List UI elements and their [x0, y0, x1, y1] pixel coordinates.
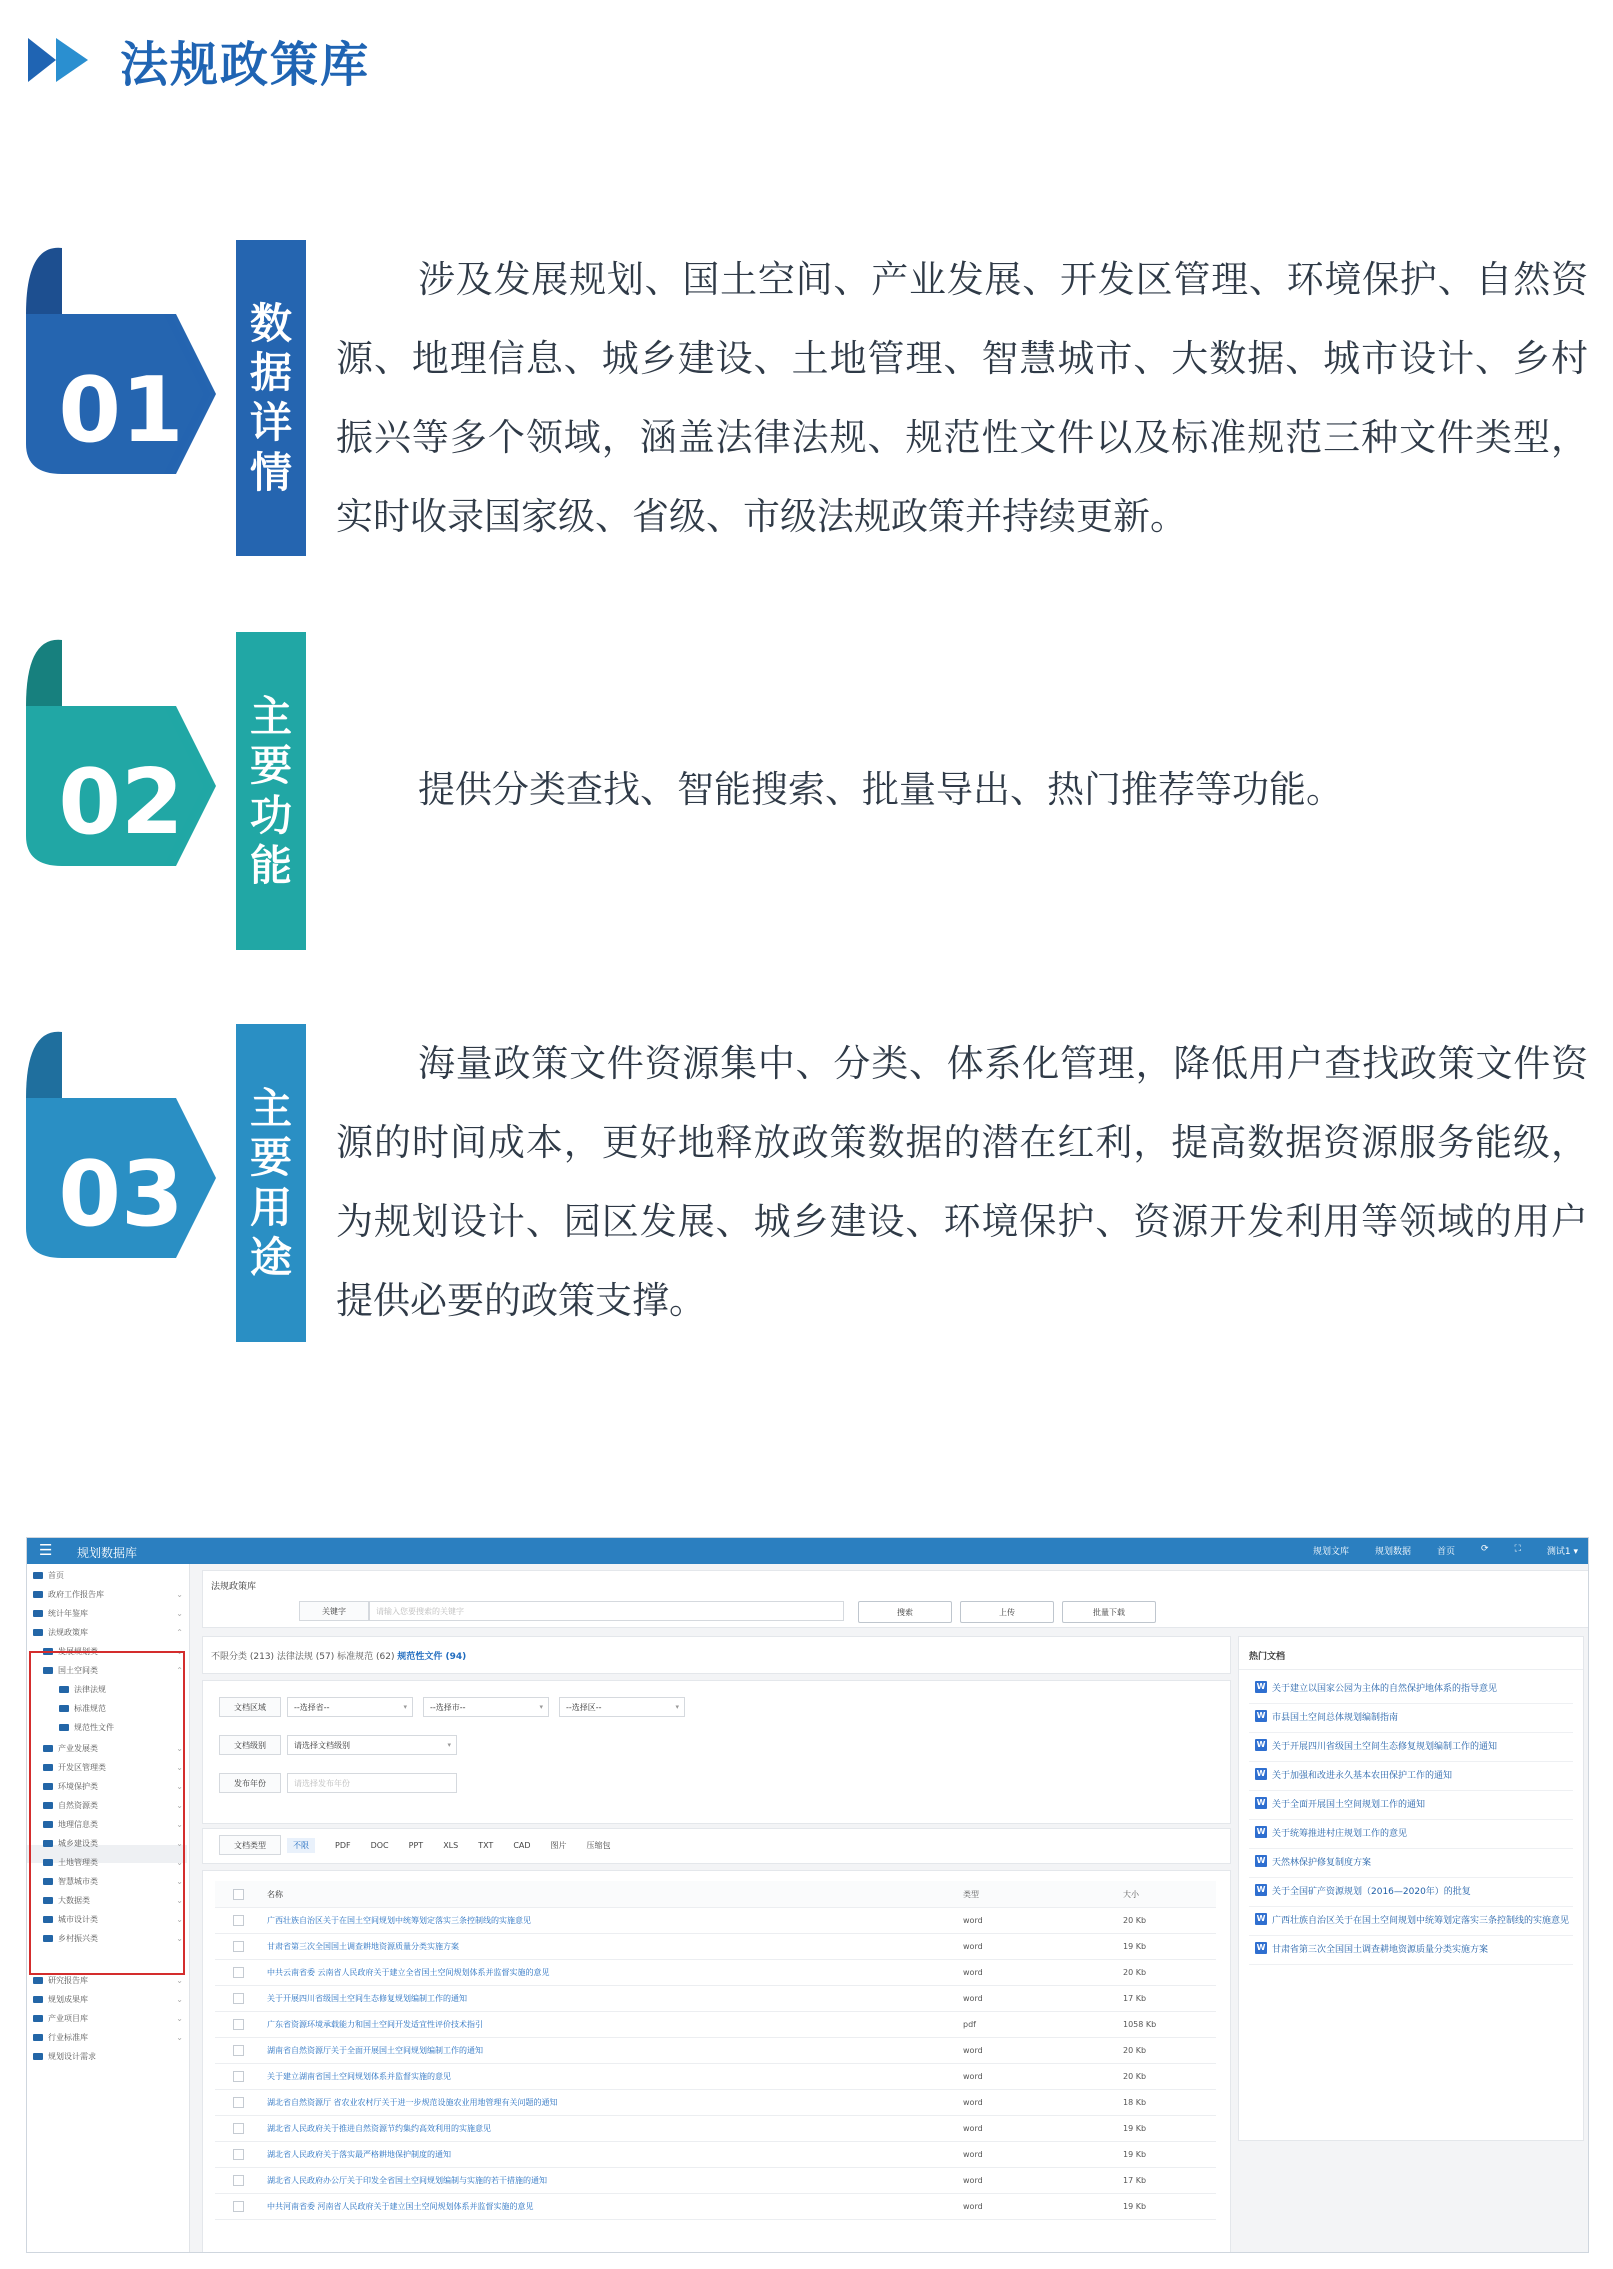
file-type: word [963, 2175, 983, 2185]
hot-item[interactable]: W 关于开展四川省级国土空间生态修复规划编制工作的通知 [1256, 1740, 1498, 1752]
folder-icon [33, 2053, 43, 2060]
file-type: word [963, 1941, 983, 1951]
district-select[interactable]: --选择区-- ▾ [559, 1697, 685, 1717]
folder-icon [33, 1629, 43, 1636]
hot-item[interactable]: W 广西壮族自治区关于在国土空间规划中统筹划定落实三条控制线的实施意见 [1256, 1914, 1570, 1926]
sidebar-item[interactable]: 城乡建设类 ⌄ [43, 1835, 173, 1851]
chevron-down-icon: ⌄ [176, 1933, 183, 1943]
header-size: 大小 [1123, 1889, 1139, 1899]
file-name-link[interactable]: 广西壮族自治区关于在国土空间规划中统筹划定落实三条控制线的实施意见 [267, 1915, 531, 1925]
sidebar-item[interactable]: 产业发展类 ⌄ [43, 1740, 173, 1756]
word-doc-icon: W [1256, 1682, 1266, 1691]
folder-icon [33, 2015, 43, 2022]
app-name: 规划数据库 [77, 1546, 138, 1560]
table-header [215, 1881, 1216, 1908]
hot-item[interactable]: W 天然林保护修复制度方案 [1256, 1856, 1372, 1868]
divider [1249, 1819, 1573, 1820]
row-checkbox[interactable] [233, 2123, 244, 2134]
sidebar [27, 1564, 190, 2252]
search-input[interactable]: 请输入您要搜索的关键字 [369, 1601, 844, 1621]
divider [1249, 1848, 1573, 1849]
sidebar-item[interactable]: 标准规范 [59, 1700, 106, 1716]
sidebar-item[interactable]: 开发区管理类 ⌄ [43, 1759, 173, 1775]
type-option[interactable]: CAD [513, 1840, 531, 1850]
sidebar-item[interactable]: 政府工作报告库 ⌄ [33, 1586, 173, 1602]
file-type: word [963, 2201, 983, 2211]
fullscreen-icon[interactable]: ⛶ [1514, 1544, 1521, 1554]
hot-item[interactable]: W 甘肃省第三次全国国土调查耕地资源质量分类实施方案 [1256, 1943, 1489, 1955]
type-option-all[interactable]: 不限 [287, 1838, 315, 1853]
hot-item[interactable]: W 关于全国矿产资源规划（2016—2020年）的批复 [1256, 1885, 1471, 1897]
sidebar-item[interactable]: 行业标准库 ⌄ [33, 2029, 173, 2045]
section-03 [0, 1024, 1613, 1344]
chevron-down-icon: ⌄ [176, 1857, 183, 1867]
sidebar-item[interactable]: 研究报告库 ⌄ [33, 1972, 173, 1988]
chevron-down-icon: ⌄ [176, 1895, 183, 1905]
nav-data[interactable]: 规划数据 [1375, 1547, 1412, 1557]
row-checkbox[interactable] [233, 2019, 244, 2030]
word-doc-icon: W [1256, 1711, 1266, 1720]
table-row[interactable] [215, 1907, 1216, 1934]
sidebar-item[interactable]: 智慧城市类 ⌄ [43, 1873, 173, 1889]
hot-item[interactable]: W 市县国土空间总体规划编制指南 [1256, 1711, 1399, 1723]
file-name-link[interactable]: 湖北省人民政府办公厅关于印发全省国土空间规划编制与实施的若干措施的通知 [267, 2175, 547, 2185]
file-size: 1058 Kb [1123, 2019, 1157, 2029]
app-topbar [27, 1538, 1588, 1564]
row-checkbox[interactable] [233, 1967, 244, 1978]
type-options [287, 1835, 611, 1855]
divider [1249, 1703, 1573, 1704]
table-row[interactable] [215, 2141, 1216, 2168]
chevron-down-icon: ▾ [447, 1741, 451, 1749]
sidebar-item[interactable]: 统计年鉴库 ⌄ [33, 1605, 173, 1621]
file-size: 20 Kb [1123, 2071, 1147, 2081]
section-number: 01 [58, 357, 184, 463]
chevron-down-icon: ⌄ [176, 1994, 183, 2004]
table-row[interactable] [215, 1985, 1216, 2012]
section-text: 海量政策文件资源集中、分类、体系化管理，降低用户查找政策文件资源的时间成本，更好地释放政策数据的潜在红利，提高数据资源服务能级，为规划设计、园区发展、城乡建设、环境保护、资源开发利用等领域的用户提供必要的政策支撑。 [336, 1042, 1588, 1322]
file-name-link[interactable]: 广东省资源环境承载能力和国土空间开发适宜性评价技术指引 [267, 2019, 483, 2029]
file-size: 19 Kb [1123, 2123, 1147, 2133]
folder-icon [33, 1977, 43, 1984]
file-type: word [963, 1915, 983, 1925]
sidebar-item[interactable]: 土地管理类 ⌄ [43, 1854, 173, 1870]
sidebar-item[interactable]: 发展规划类 ⌄ [43, 1643, 173, 1659]
chevron-down-icon: ⌄ [176, 1781, 183, 1791]
chevron-up-icon: ⌃ [176, 1627, 183, 1637]
file-size: 19 Kb [1123, 2201, 1147, 2211]
table-row[interactable] [215, 2115, 1216, 2142]
play-arrows-icon [28, 30, 108, 90]
hot-panel [1238, 1636, 1584, 2141]
number-badge [26, 1028, 216, 1292]
row-checkbox[interactable] [233, 2045, 244, 2056]
row-checkbox[interactable] [233, 1915, 244, 1926]
number-badge [26, 636, 216, 900]
word-doc-icon: W [1256, 1827, 1266, 1836]
chevron-down-icon: ⌄ [176, 1914, 183, 1924]
region-label: 文档区域 [219, 1697, 281, 1717]
section-number: 03 [58, 1141, 184, 1247]
table-row[interactable] [215, 2089, 1216, 2116]
file-type: word [963, 2071, 983, 2081]
top-nav [1313, 1544, 1578, 1557]
file-size: 20 Kb [1123, 2045, 1147, 2055]
sidebar-item[interactable]: 产业项目库 ⌄ [33, 2010, 173, 2026]
divider [1249, 1964, 1573, 1965]
table-row[interactable] [215, 1959, 1216, 1986]
type-option[interactable]: PDF [335, 1840, 351, 1850]
file-type: pdf [963, 2019, 976, 2029]
section-label: 主 要 功 能 [236, 632, 306, 950]
nav-library[interactable]: 规划文库 [1312, 1547, 1349, 1557]
row-checkbox[interactable] [233, 2071, 244, 2082]
file-type: word [963, 2097, 983, 2107]
upload-button[interactable]: 上传 [960, 1601, 1054, 1623]
sidebar-item[interactable]: 规划设计需求 [33, 2048, 173, 2064]
file-size: 19 Kb [1123, 1941, 1147, 1951]
file-name-link[interactable]: 湖北省人民政府关于落实最严格耕地保护制度的通知 [267, 2149, 451, 2159]
divider [1249, 1790, 1573, 1791]
folder-icon [33, 1591, 43, 1598]
file-name-link[interactable]: 湖北省人民政府关于推进自然资源节约集约高效利用的实施意见 [267, 2123, 491, 2133]
chevron-down-icon: ⌄ [176, 2013, 183, 2023]
sidebar-item[interactable]: 法律法规 [59, 1681, 106, 1697]
file-name-link[interactable]: 湖南省自然资源厅关于全面开展国土空间规划编制工作的通知 [267, 2045, 483, 2055]
type-option[interactable]: DOC [370, 1840, 389, 1850]
number-badge [26, 244, 216, 508]
word-doc-icon: W [1256, 1914, 1266, 1923]
file-name-link[interactable]: 湖北省自然资源厅 省农业农村厅关于进一步规范设施农业用地管理有关问题的通知 [267, 2097, 558, 2107]
table-row[interactable] [215, 2193, 1216, 2220]
results-table [202, 1870, 1231, 2253]
file-type: word [963, 1993, 983, 2003]
sidebar-item[interactable]: 规划成果库 ⌄ [33, 1991, 173, 2007]
row-checkbox[interactable] [233, 2201, 244, 2212]
section-text: 涉及发展规划、国土空间、产业发展、开发区管理、环境保护、自然资源、地理信息、城乡建设、土地管理、智慧城市、大数据、城市设计、乡村振兴等多个领域，涵盖法律法规、规范性文件以及标准规范三种文件类型，实时收录国家级、省级、市级法规政策并持续更新。 [336, 258, 1588, 538]
page-header [28, 24, 370, 96]
table-row[interactable] [215, 2037, 1216, 2064]
sidebar-item[interactable]: 法规政策库 ⌃ [33, 1624, 173, 1640]
sidebar-item[interactable]: 大数据类 ⌄ [43, 1892, 173, 1908]
breadcrumb: 法规政策库 [211, 1582, 257, 1592]
divider [1239, 1669, 1583, 1670]
level-label: 文档级别 [219, 1735, 281, 1755]
filter-panel [202, 1680, 1231, 1824]
refresh-icon[interactable]: ⟳ [1481, 1544, 1489, 1554]
type-option[interactable]: TXT [478, 1840, 494, 1850]
file-type: word [963, 2149, 983, 2159]
row-checkbox[interactable] [233, 2097, 244, 2108]
year-input[interactable]: 请选择发布年份 [287, 1773, 457, 1793]
sidebar-item[interactable]: 乡村振兴类 ⌄ [43, 1930, 173, 1946]
section-text: 提供分类查找、智能搜索、批量导出、热门推荐等功能。 [418, 768, 1343, 811]
chevron-up-icon: ⌃ [176, 1665, 183, 1675]
file-type: word [963, 2123, 983, 2133]
chevron-down-icon: ▾ [403, 1703, 407, 1711]
file-size: 20 Kb [1123, 1915, 1147, 1925]
file-type: word [963, 1967, 983, 1977]
type-option[interactable]: 压缩包 [586, 1840, 611, 1850]
word-doc-icon: W [1256, 1798, 1266, 1807]
nav-home[interactable]: 首页 [1437, 1547, 1456, 1557]
file-type: word [963, 2045, 983, 2055]
chevron-down-icon: ▾ [539, 1703, 543, 1711]
select-all-checkbox[interactable] [233, 1889, 244, 1900]
divider [1249, 1935, 1573, 1936]
row-checkbox[interactable] [233, 2149, 244, 2160]
sidebar-item[interactable]: 地理信息类 ⌄ [43, 1816, 173, 1832]
type-label: 文档类型 [219, 1835, 281, 1855]
menu-icon[interactable]: ☰ [39, 1541, 53, 1559]
file-size: 17 Kb [1123, 1993, 1147, 2003]
file-size: 18 Kb [1123, 2097, 1147, 2107]
file-size: 17 Kb [1123, 2175, 1147, 2185]
chevron-down-icon: ⌄ [176, 1608, 183, 1618]
file-name-link[interactable]: 甘肃省第三次全国国土调查耕地资源质量分类实施方案 [267, 1941, 459, 1951]
chevron-down-icon: ⌄ [176, 1838, 183, 1848]
folder-icon [33, 2034, 43, 2041]
chevron-down-icon: ⌄ [176, 2032, 183, 2042]
sidebar-item[interactable]: 首页 [33, 1567, 64, 1583]
row-checkbox[interactable] [233, 1941, 244, 1952]
word-doc-icon: W [1256, 1943, 1266, 1952]
word-doc-icon: W [1256, 1856, 1266, 1865]
file-name-link[interactable]: 关于建立湖南省国土空间规划体系并监督实施的意见 [267, 2071, 451, 2081]
file-size: 19 Kb [1123, 2149, 1147, 2159]
chevron-down-icon: ▾ [675, 1703, 679, 1711]
chevron-down-icon: ⌄ [176, 1975, 183, 1985]
word-doc-icon: W [1256, 1885, 1266, 1894]
type-filter [202, 1828, 1231, 1864]
category-bar [202, 1636, 1231, 1674]
sidebar-item[interactable]: 规范性文件 [59, 1719, 114, 1735]
word-doc-icon: W [1256, 1769, 1266, 1778]
keyword-label: 关键字 [299, 1601, 369, 1621]
header-name: 名称 [267, 1889, 283, 1899]
batch-download-button[interactable]: 批量下载 [1062, 1601, 1156, 1623]
chevron-down-icon: ⌄ [176, 1876, 183, 1886]
divider [1249, 1877, 1573, 1878]
search-panel [202, 1570, 1589, 1628]
sidebar-item[interactable]: 环境保护类 ⌄ [43, 1778, 173, 1794]
category-list: 不限分类 (213) 法律法规 (57) 标准规范 (62) 规范性文件 (94) [211, 1652, 467, 1662]
row-checkbox[interactable] [233, 2175, 244, 2186]
table-row[interactable] [215, 2011, 1216, 2038]
chevron-down-icon: ⌄ [176, 1819, 183, 1829]
chevron-down-icon: ⌄ [176, 1762, 183, 1772]
search-button[interactable]: 搜索 [858, 1601, 952, 1623]
divider [1249, 1761, 1573, 1762]
type-option[interactable]: 图片 [550, 1840, 567, 1850]
file-size: 20 Kb [1123, 1967, 1147, 1977]
section-label: 主 要 用 途 [236, 1024, 306, 1342]
category-active[interactable]: 规范性文件 (94) [397, 1652, 467, 1662]
folder-icon [33, 1610, 43, 1617]
header-type: 类型 [963, 1889, 979, 1899]
chevron-down-icon: ⌄ [176, 1589, 183, 1599]
section-label: 数 据 详 情 [236, 240, 306, 556]
hot-title: 热门文档 [1249, 1652, 1286, 1662]
type-option[interactable]: XLS [443, 1840, 459, 1850]
table-row[interactable] [215, 2167, 1216, 2194]
table-row[interactable] [215, 1933, 1216, 1960]
divider [1249, 1906, 1573, 1907]
sidebar-item[interactable]: 自然资源类 ⌄ [43, 1797, 173, 1813]
folder-icon [33, 1572, 43, 1579]
highlight-box [29, 1651, 185, 1975]
app-screenshot [26, 1537, 1589, 2253]
chevron-down-icon: ⌄ [176, 1800, 183, 1810]
city-select[interactable]: --选择市-- ▾ [423, 1697, 549, 1717]
type-option[interactable]: PPT [408, 1840, 424, 1850]
hot-item[interactable]: W 关于建立以国家公园为主体的自然保护地体系的指导意见 [1256, 1682, 1498, 1694]
file-name-link[interactable]: 中共河南省委 河南省人民政府关于建立国土空间规划体系并监督实施的意见 [267, 2201, 534, 2211]
section-01 [0, 240, 1613, 560]
chevron-down-icon: ⌄ [176, 1743, 183, 1753]
section-number: 02 [58, 749, 184, 855]
year-label: 发布年份 [219, 1773, 281, 1793]
page-title: 法规政策库 [120, 36, 371, 93]
chevron-down-icon: ⌄ [176, 1646, 183, 1656]
row-checkbox[interactable] [233, 1993, 244, 2004]
hot-item[interactable]: W 关于全面开展国土空间规划工作的通知 [1256, 1798, 1426, 1810]
province-select[interactable]: --选择省-- ▾ [287, 1697, 413, 1717]
table-row[interactable] [215, 2063, 1216, 2090]
folder-icon [33, 1996, 43, 2003]
file-name-link[interactable]: 中共云南省委 云南省人民政府关于建立全省国土空间规划体系并监督实施的意见 [267, 1967, 550, 1977]
hot-item[interactable]: W 关于加强和改进永久基本农田保护工作的通知 [1256, 1769, 1453, 1781]
file-name-link[interactable]: 关于开展四川省级国土空间生态修复规划编制工作的通知 [267, 1993, 467, 2003]
section-02 [0, 632, 1613, 952]
word-doc-icon: W [1256, 1740, 1266, 1749]
divider [1249, 1732, 1573, 1733]
user-menu[interactable]: 测试1 ▾ [1546, 1547, 1578, 1557]
hot-item[interactable]: W 关于统筹推进村庄规划工作的意见 [1256, 1827, 1408, 1839]
level-select[interactable]: 请选择文档级别 ▾ [287, 1735, 457, 1755]
sidebar-item[interactable]: 国土空间类 ⌃ [43, 1662, 173, 1678]
sidebar-item[interactable]: 城市设计类 ⌄ [43, 1911, 173, 1927]
